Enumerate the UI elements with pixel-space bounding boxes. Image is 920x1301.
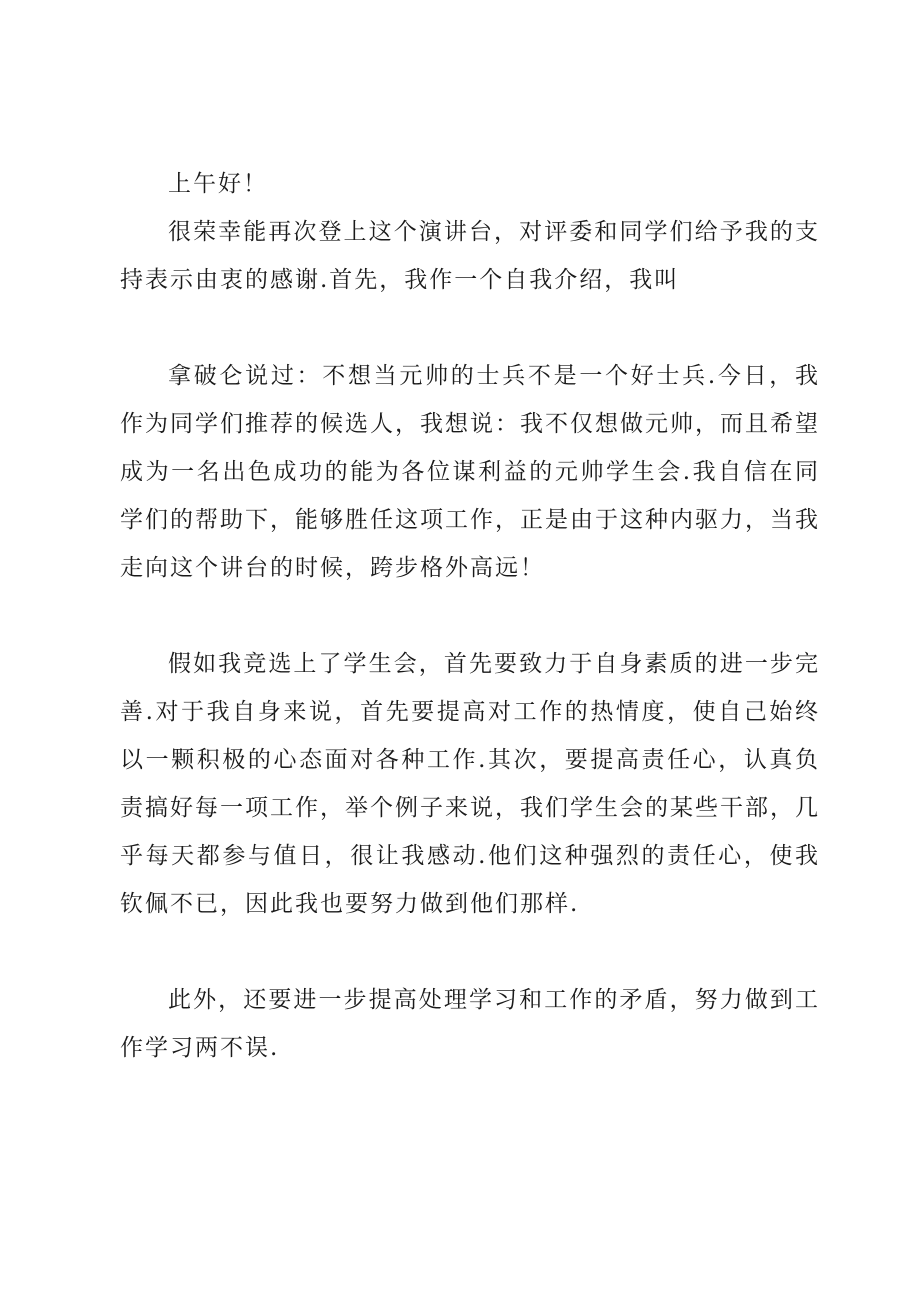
paragraph-study-work-balance: 此外，还要进一步提高处理学习和工作的矛盾，努力做到工作学习两不误. <box>120 987 820 1061</box>
paragraph-greeting: 上午好！ <box>168 171 268 197</box>
paragraph-napoleon-quote: 拿破仑说过：不想当元帅的士兵不是一个好士兵.今日，我作为同学们推荐的候选人，我想说：我不仅想做元帅，而且希望成为一名出色成功的能为各位谋利益的元帅学生会.我自信在同学们的帮助下，能够胜任这项工作，正是由于这种内驱力，当我走向这个讲台的时候，跨步格外高远！ <box>120 363 820 581</box>
document-body <box>120 160 820 1072</box>
paragraph-self-improvement: 假如我竞选上了学生会，首先要致力于自身素质的进一步完善.对于我自身来说，首先要提高对工作的热情度，使自己始终以一颗积极的心态面对各种工作.其次，要提高责任心，认真负责搞好每一项工作，举个例子来说，我们学生会的某些干部，几乎每天都参与值日，很让我感动.他们这种强烈的责任心，使我钦佩不已，因此我也要努力做到他们那样. <box>120 651 820 917</box>
paragraph-introduction: 很荣幸能再次登上这个演讲台，对评委和同学们给予我的支持表示由衷的感谢.首先，我作一个自我介绍，我叫 <box>120 219 820 293</box>
